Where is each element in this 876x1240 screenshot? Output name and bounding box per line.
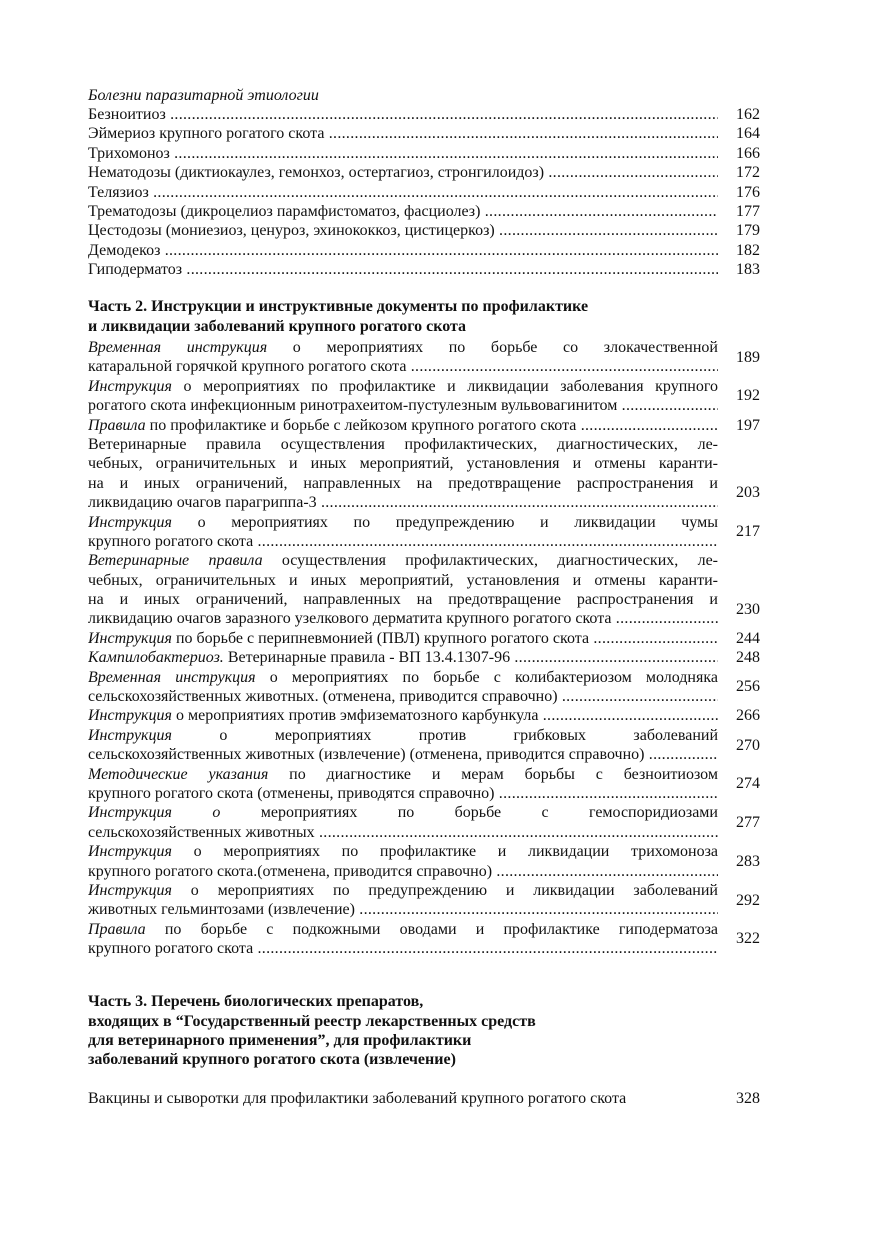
toc-entry-text [88,493,718,512]
toc-entry [88,124,760,143]
toc-entry-line [88,678,760,706]
toc-entry-lead: Инструкция [88,377,172,395]
toc-entry-line [88,474,760,493]
toc-entry-page: 189 [736,348,760,366]
toc-entry-line-text: о мероприятиях по борьбе с колибактериозом молодняка [255,668,718,686]
toc-entry [88,881,760,920]
toc-entry-line [88,629,760,648]
toc-entry-page: 177 [736,202,760,220]
toc-entry-text [88,706,718,725]
toc-entry-line [88,377,760,396]
toc-entry-line [88,571,760,590]
toc-entry-page: 217 [736,523,760,541]
toc-entry [88,377,760,416]
part3-title-line2: входящих в “Государственный реестр лекарственных средств [88,1013,536,1030]
toc-entry-line-text: рогатого скота инфекционным ринотрахеитом-пустулезным вульвовагинитом [88,397,618,415]
toc-entry-lead: Инструкция о [88,804,221,822]
toc-entry-line [88,338,760,357]
toc-entry-line [88,484,760,512]
toc-entry-line-text: сельскохозяйственных животных [88,823,315,841]
toc-entry-title: Гиподерматоз ..... [88,260,718,279]
toc-entry-text [88,900,718,919]
toc-entry [88,435,760,513]
toc-entry-page: 256 [736,678,760,696]
toc-entry-text [88,629,718,648]
toc-entry-text [88,862,718,881]
toc-entry [88,648,760,667]
toc-entry-text [88,939,718,958]
toc-entry-line [88,930,760,958]
toc-entry-lead: Инструкция [88,726,172,744]
toc-entry [88,551,760,629]
toc-entry-line-text: о мероприятиях по предупреждению и ликвидации чумы [171,513,718,531]
toc-entry-line-text: крупного рогатого скота (отменены, приводятся справочно) [88,784,495,802]
toc-entry-text [88,357,718,376]
toc-entry-line [88,648,760,667]
toc-entry-page: 192 [736,387,760,405]
toc-entry-lead: Инструкция [88,843,172,861]
toc-entry [88,513,760,552]
toc-entry-text [88,551,718,570]
toc-entry [88,842,760,881]
toc-entry-line-text: чебных, ограничительных и иных мероприятий, установления и отмены каранти- [88,571,718,589]
toc-entry-line [88,803,760,822]
toc-entry-line [88,706,760,725]
toc-entry-text [88,842,718,861]
toc-entry-text [88,784,718,803]
toc-entry-lead: Инструкция [88,513,172,531]
toc-entry-text [88,726,718,745]
toc-entry-line [88,842,760,861]
part2-title-line2: и ликвидации заболеваний крупного рогатого скота [88,318,467,335]
toc-entry-line-text: катаральной горячкой крупного рогатого скота [88,358,407,376]
toc-entry-line-text: о мероприятиях против грибковых заболеваний [171,726,718,744]
toc-entry-line [88,348,760,376]
toc-entry-line [88,513,760,532]
toc-entry-page: 183 [736,261,760,279]
toc-entry-line-text: ликвидацию очагов заразного узелкового дерматита крупного рогатого скота [88,610,612,628]
toc-entry [88,241,760,260]
toc-entry-page: 248 [736,649,760,667]
toc-entry [88,416,760,435]
toc-entry-text [88,765,718,784]
toc-entry-text [88,454,718,473]
toc-entry-line [88,551,760,570]
toc-entry [88,765,760,804]
toc-entry-lead: Инструкция [88,707,172,725]
toc-entry-line [88,881,760,900]
toc-entry-page: 322 [736,930,760,948]
toc-entry [88,629,760,648]
toc-entry [88,144,760,163]
toc-entry-line [88,416,760,435]
toc-entry-line-text: ликвидацию очагов парагриппа-3 [88,494,317,512]
toc-entry-line-text: о мероприятиях по борьбе со злокачественной [267,339,718,356]
toc-entry-line [88,435,760,454]
toc-entry-lead: Методические указания [88,765,269,783]
toc-entry-line-text: о мероприятиях по профилактике и ликвидации заболевания крупного [171,377,718,395]
toc-entry-text [88,745,718,764]
toc-entry-page: 292 [736,891,760,909]
toc-entry [88,163,760,182]
toc-entry-title: Трематодозы (дикроцелиоз парамфистоматоз, фасциолез) ..... [88,202,718,221]
toc-entry-line-text: Ветеринарные правила осуществления профилактических, диагностических, ле- [88,435,718,453]
toc-entry-text [88,513,718,532]
toc-entry [88,726,760,765]
toc-entry-page: 172 [736,164,760,182]
toc-entry-text [88,396,718,415]
toc-entry [88,183,760,202]
toc-entry-line-text: о мероприятиях по предупреждению и ликвидации заболеваний [171,881,718,899]
toc-entry [88,260,760,279]
toc-entry-line [88,454,760,473]
toc-entry-page: 203 [736,484,760,502]
toc-entry-line-text: осуществления профилактических, диагностических, ле- [262,552,718,570]
toc-entry-line-text: на и иных ограничений, направленных на предотвращение распространения и [88,591,718,609]
part3-title-line3: для ветеринарного применения”, для профилактики [88,1032,472,1049]
toc-entry-line-text: по диагностике и мерам борьбы с безноитиозом [268,765,718,783]
part2-toc [88,338,760,959]
toc-entry-line-text: о мероприятиях по профилактике и ликвидации трихомоноза [171,843,718,861]
toc-entry [88,706,760,725]
toc-entry [88,920,760,959]
toc-entry-line-text: сельскохозяйственных животных. (отменена, приводится справочно) [88,688,558,706]
toc-entry-title: Телязиоз ..... [88,183,718,202]
toc-entry-title: Эймериоз крупного рогатого скота ..... [88,124,718,143]
toc-entry-text [88,920,718,939]
toc-entry-line-text: по борьбе с перипневмонией (ПВЛ) крупного рогатого скота [171,629,590,647]
toc-entry-text [88,803,718,822]
toc-entry-text [88,435,718,454]
toc-entry-line-text: крупного рогатого скота.(отменена, приводится справочно) [88,862,493,880]
toc-entry [88,803,760,842]
toc-entry-page: 277 [736,814,760,832]
toc-entry-page: 197 [736,416,760,434]
toc-entry-line-text: Ветеринарные правила - ВП 13.4.1307-96 [223,649,511,667]
toc-entry-page: 230 [736,600,760,618]
toc-entry-page: 162 [736,106,760,123]
toc-entry-lead: Правила [88,416,146,434]
toc-entry-text [88,823,718,842]
toc-entry-text [88,571,718,590]
toc-entry-line-text: мероприятиях по борьбе с гемоспоридиозами [220,804,718,822]
toc-entry-line-text: по борьбе с подкожными оводами и профилактике гиподерматоза [145,920,718,938]
toc-entry-line [88,523,760,551]
toc-entry-line [88,814,760,842]
toc-entry-page: 274 [736,775,760,793]
toc-entry-text [88,609,718,628]
toc-entry-line-text: крупного рогатого скота [88,532,254,550]
toc-entry-lead: Инструкция [88,629,172,647]
toc-entry-page: 176 [736,183,760,201]
toc-entry-title: Цестодозы (мониезиоз, ценуроз, эхинококкоз, цистицеркоз) ..... [88,221,718,240]
toc-entry-lead: Правила [88,920,146,938]
toc-entry [88,668,760,707]
toc-entry-line-text: крупного рогатого скота [88,940,254,958]
toc-entry-lead: Временная инструкция [88,668,256,686]
toc-entry-text [88,377,718,396]
toc-entry-title: Нематодозы (диктиокаулез, гемонхоз, остертагиоз, стронгилоидоз) ..... [88,163,718,182]
toc-entry-text [88,338,718,357]
toc-entry [88,105,760,124]
toc-entry-line [88,590,760,609]
toc-entry-title: Демодекоз ..... [88,241,718,260]
toc-entry-text [88,416,718,435]
toc-entry-line-text: на и иных ограничений, направленных на предотвращение распространения и [88,474,718,492]
toc-entry-page: 244 [736,629,760,647]
toc-entry-line [88,920,760,939]
toc-entry [88,202,760,221]
toc-entry-lead: Ветеринарные правила [88,552,263,570]
toc-entry-page: 182 [736,241,760,259]
toc-entry-line [88,726,760,745]
toc-entry [88,338,760,377]
toc-entry-page: 179 [736,222,760,240]
section-header: Болезни паразитарной этиологии [88,87,319,104]
toc-entry-line [88,775,760,803]
part2-title-line1: Часть 2. Инструкции и инструктивные документы по профилактике [88,298,589,315]
toc-entry-text [88,648,718,667]
toc-entry-title: Трихомоноз ..... [88,144,718,163]
toc-entry-line-text: сельскохозяйственных животных (извлечение) (отменена, приводится справочно) [88,746,645,764]
toc-entry-lead: Инструкция [88,881,172,899]
toc-entry-text [88,668,718,687]
part1-toc [88,105,760,280]
part3-title-line1: Часть 3. Перечень биологических препаратов, [88,993,424,1010]
toc-entry-title: Безноитиоз ..... [88,105,718,124]
part3-entry-title: Вакцины и сыворотки для профилактики заболеваний крупного рогатого скота [88,1090,627,1107]
toc-entry-page: 270 [736,736,760,754]
toc-entry-lead: Кампилобактериоз. [88,649,224,667]
part3-entry-page: 328 [736,1090,760,1107]
toc-entry-text [88,474,718,493]
part3-title-line4: заболеваний крупного рогатого скота (извлечение) [88,1051,456,1068]
toc-entry-line-text: животных гельминтозами (извлечение) [88,901,355,919]
toc-entry-line [88,387,760,415]
toc-entry-page: 164 [736,125,760,143]
toc-entry-line-text: о мероприятиях против эмфизематозного карбункула [171,707,539,725]
toc-entry-line [88,765,760,784]
toc-entry-line [88,668,760,687]
toc-entry-line-text: по профилактике и борьбе с лейкозом крупного рогатого скота [145,416,577,434]
toc-entry-lead: Временная инструкция [88,339,268,356]
toc-entry-line [88,736,760,764]
toc-entry [88,221,760,240]
toc-entry-page: 166 [736,144,760,162]
toc-entry-text [88,687,718,706]
toc-entry-text [88,881,718,900]
toc-entry-page: 283 [736,852,760,870]
toc-entry-line-text: чебных, ограничительных и иных мероприятий, установления и отмены каранти- [88,455,718,473]
toc-entry-line [88,891,760,919]
toc-entry-text [88,532,718,551]
toc-entry-page: 266 [736,707,760,725]
toc-entry-text [88,590,718,609]
